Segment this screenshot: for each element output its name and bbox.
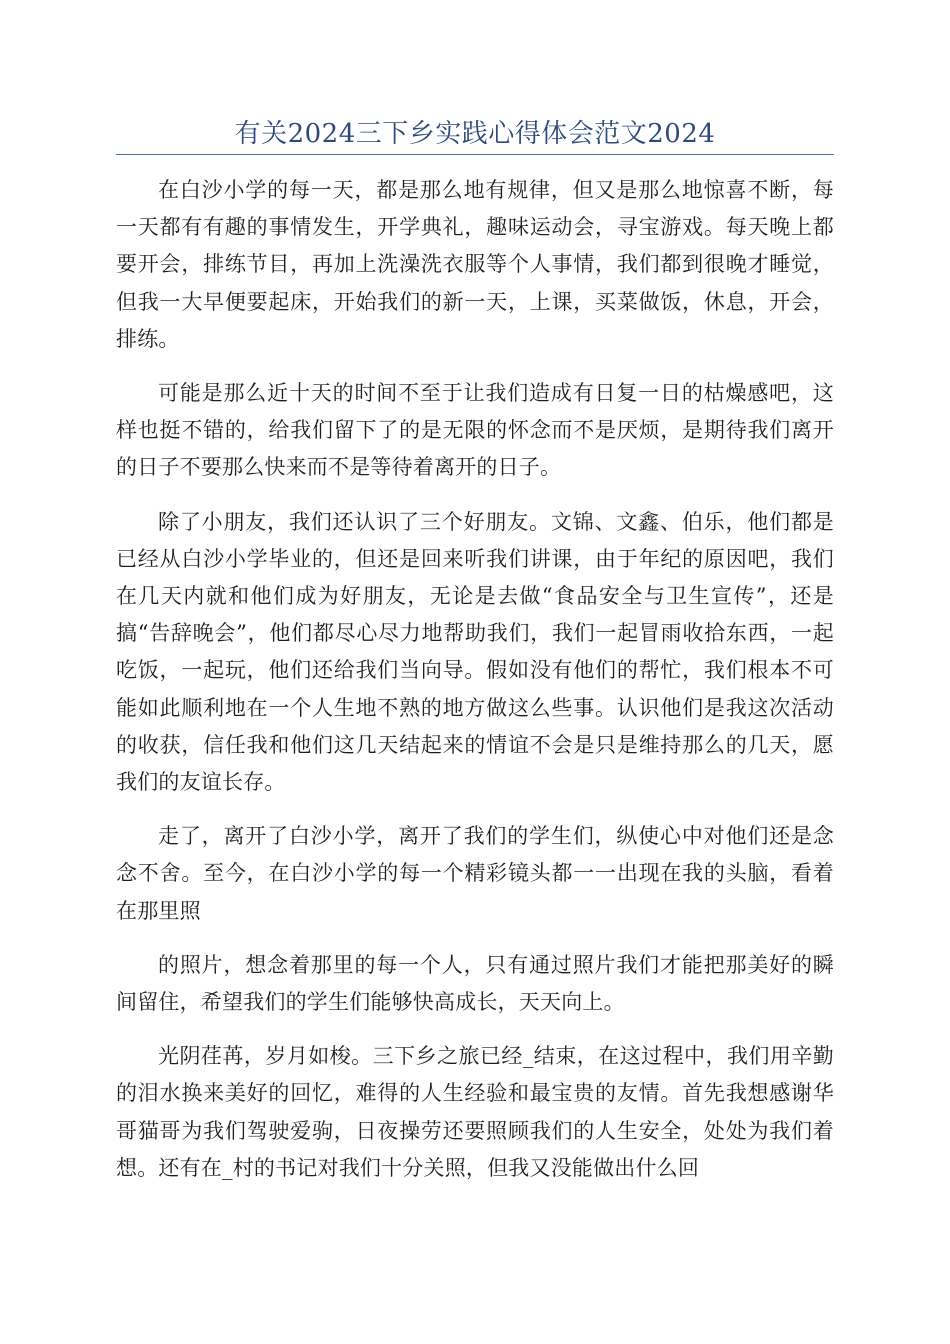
paragraph-4: 走了，离开了白沙小学，离开了我们的学生们，纵使心中对他们还是念念不舍。至今，在白沙小学的每一个精彩镜头都一一出现在我的头脑，看着在那里照 — [116, 824, 834, 923]
document-title: 有关2024三下乡实践心得体会范文2024 — [234, 119, 716, 149]
paragraph-3: 除了小朋友，我们还认识了三个好朋友。文锦、文鑫、伯乐，他们都是已经从白沙小学毕业的，但还是回来听我们讲课，由于年纪的原因吧，我们在几天内就和他们成为好朋友，无论是去做“食品安全与卫生宣传”，还是搞“告辞晚会”，他们都尽心尽力地帮助我们，我们一起冒雨收拾东西，一起吃饭，一起玩，他们还给我们当向导。假如没有他们的帮忙，我们根本不可能如此顺利地在一个人生地不熟的地方做这么些事。认识他们是我这次活动的收获，信任我和他们这几天结起来的情谊不会是只是维持那么的几天，愿我们的友谊长存。 — [116, 509, 834, 795]
paragraph-6: 光阴荏苒，岁月如梭。三下乡之旅已经_结束，在这过程中，我们用辛勤的泪水换来美好的回忆，难得的人生经验和最宝贵的友情。首先我想感谢华哥猫哥为我们驾驶爱驹，日夜操劳还要照顾我们的人生安全，处处为我们着想。还有在_村的书记对我们十分关照，但我又没能做出什么回 — [116, 1044, 834, 1180]
document-body — [116, 172, 834, 1204]
paragraph-2: 可能是那么近十天的时间不至于让我们造成有日复一日的枯燥感吧，这样也挺不错的，给我们留下了的是无限的怀念而不是厌烦，是期待我们离开的日子不要那么快来而不是等待着离开的日子。 — [116, 381, 834, 480]
paragraph-5: 的照片，想念着那里的每一个人，只有通过照片我们才能把那美好的瞬间留住，希望我们的学生们能够快高成长，天天向上。 — [116, 952, 834, 1015]
title-underline — [116, 154, 834, 155]
paragraph-1: 在白沙小学的每一天，都是那么地有规律，但又是那么地惊喜不断，每一天都有有趣的事情发生，开学典礼，趣味运动会，寻宝游戏。每天晚上都要开会，排练节目，再加上洗澡洗衣服等个人事情，我们都到很晚才睡觉，但我一大早便要起床，开始我们的新一天，上课，买菜做饭，休息，开会，排练。 — [116, 178, 834, 351]
